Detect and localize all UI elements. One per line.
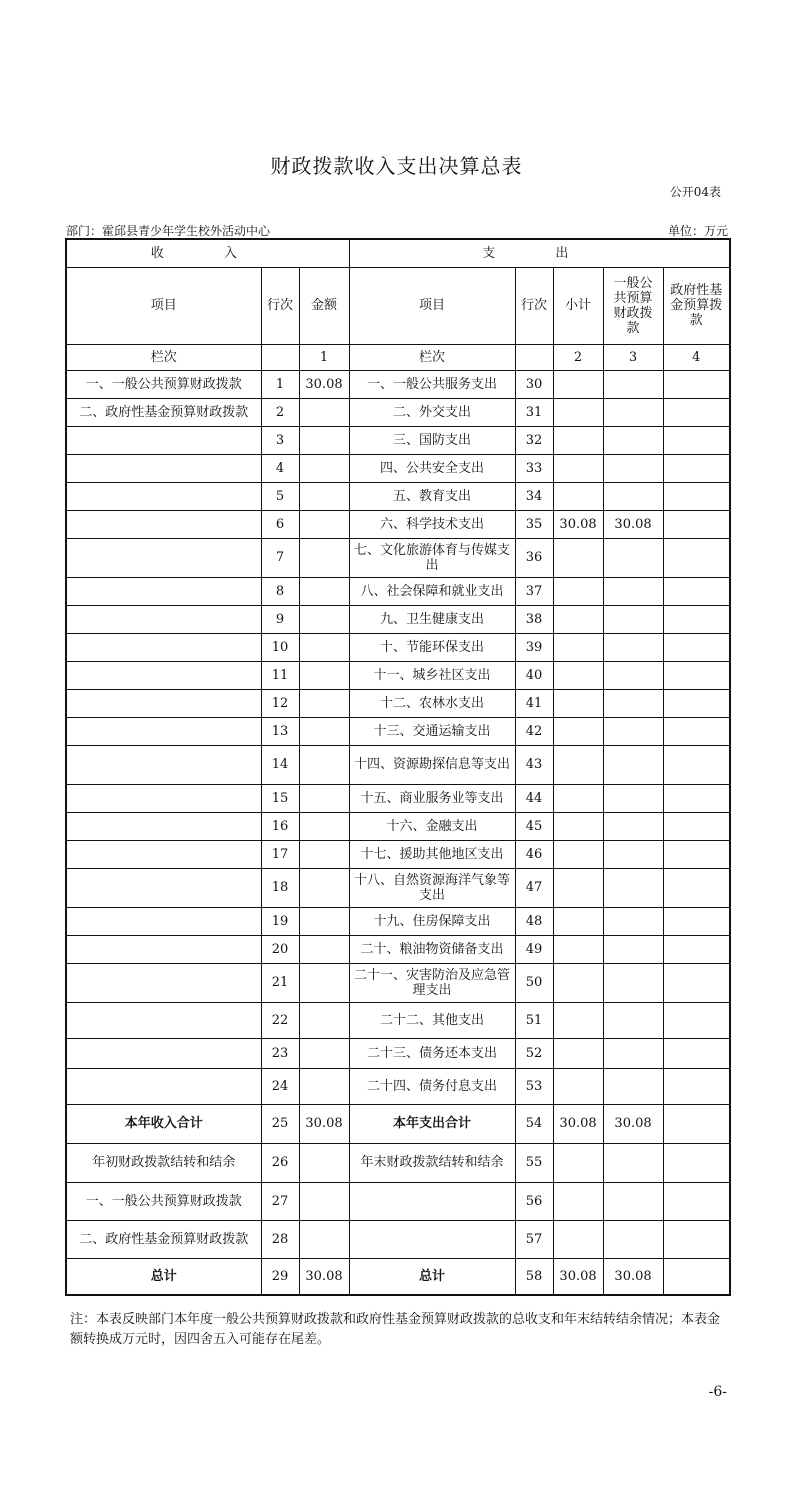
general-budget-cell: [603, 963, 663, 1002]
income-amount-cell: [299, 840, 349, 868]
income-amount-cell: [299, 1068, 349, 1104]
subtotal-cell: [553, 1002, 603, 1038]
general-budget-cell: [603, 426, 663, 454]
general-budget-cell: [603, 717, 663, 745]
header-gov-fund: 政府性基金预算拨款: [663, 267, 730, 344]
general-budget-cell: [603, 784, 663, 812]
income-amount-cell: [299, 812, 349, 840]
expense-row-no-cell: 43: [515, 745, 553, 784]
expense-row-no-cell: 34: [515, 482, 553, 510]
subtotal-cell: [553, 1182, 603, 1220]
index-label-left: 栏次: [66, 344, 261, 370]
income-item-cell: [66, 1068, 261, 1104]
income-amount-cell: [299, 426, 349, 454]
index-empty: [515, 344, 553, 370]
expense-item-cell: 总计: [349, 1258, 515, 1295]
section-expense: 支 出: [349, 239, 730, 267]
expense-item-cell: 十六、金融支出: [349, 812, 515, 840]
income-row-no-cell: 16: [261, 812, 299, 840]
expense-row-no-cell: 53: [515, 1068, 553, 1104]
general-budget-cell: [603, 1182, 663, 1220]
income-item-cell: [66, 935, 261, 963]
expense-item-cell: 二十、粮油物资储备支出: [349, 935, 515, 963]
income-item-cell: [66, 840, 261, 868]
header-general-budget: 一般公共预算财政拨款: [603, 267, 663, 344]
income-row-no-cell: 21: [261, 963, 299, 1002]
general-budget-cell: [603, 907, 663, 935]
expense-row-no-cell: 45: [515, 812, 553, 840]
gov-fund-cell: [663, 370, 730, 398]
income-amount-cell: [299, 1002, 349, 1038]
table-row: [66, 1038, 730, 1068]
income-amount-cell: 30.08: [299, 370, 349, 398]
table-row: [66, 840, 730, 868]
gov-fund-cell: [663, 907, 730, 935]
subtotal-cell: [553, 538, 603, 577]
expense-row-no-cell: 37: [515, 577, 553, 605]
income-row-no-cell: 11: [261, 661, 299, 689]
expense-row-no-cell: 39: [515, 633, 553, 661]
subtotal-cell: [553, 370, 603, 398]
table-row: [66, 398, 730, 426]
page-title: 财政拨款收入支出决算总表: [270, 154, 523, 178]
table-row: [66, 1104, 730, 1143]
subtotal-cell: [553, 717, 603, 745]
income-amount-cell: [299, 1220, 349, 1258]
subtotal-cell: [553, 745, 603, 784]
income-row-no-cell: 13: [261, 717, 299, 745]
income-item-cell: 一、一般公共预算财政拨款: [66, 1182, 261, 1220]
general-budget-cell: [603, 633, 663, 661]
general-budget-cell: [603, 661, 663, 689]
income-row-no-cell: 15: [261, 784, 299, 812]
form-code: 公开04表: [669, 185, 721, 199]
income-row-no-cell: 3: [261, 426, 299, 454]
table-row: [66, 1002, 730, 1038]
gov-fund-cell: [663, 538, 730, 577]
income-row-no-cell: 9: [261, 605, 299, 633]
expense-item-cell: 十七、援助其他地区支出: [349, 840, 515, 868]
subtotal-cell: 30.08: [553, 510, 603, 538]
income-item-cell: [66, 1038, 261, 1068]
income-item-cell: [66, 538, 261, 577]
index-label-right: 栏次: [349, 344, 515, 370]
subtotal-cell: [553, 963, 603, 1002]
table-row: [66, 812, 730, 840]
subtotal-cell: [553, 633, 603, 661]
expense-row-no-cell: 51: [515, 1002, 553, 1038]
expense-item-cell: [349, 1220, 515, 1258]
income-amount-cell: 30.08: [299, 1104, 349, 1143]
gov-fund-cell: [663, 812, 730, 840]
income-amount-cell: [299, 577, 349, 605]
expense-row-no-cell: 46: [515, 840, 553, 868]
gov-fund-cell: [663, 717, 730, 745]
header-income-amount: 金额: [299, 267, 349, 344]
table-row: [66, 935, 730, 963]
header-expense-item: 项目: [349, 267, 515, 344]
subtotal-cell: [553, 426, 603, 454]
expense-item-cell: 八、社会保障和就业支出: [349, 577, 515, 605]
table-row: [66, 1068, 730, 1104]
income-item-cell: [66, 745, 261, 784]
page-number: -6-: [708, 1384, 727, 1400]
table-row: [66, 510, 730, 538]
gov-fund-cell: [663, 1143, 730, 1182]
expense-item-cell: 年末财政拨款结转和结余: [349, 1143, 515, 1182]
income-item-cell: [66, 661, 261, 689]
income-amount-cell: [299, 398, 349, 426]
income-item-cell: [66, 426, 261, 454]
table-row: [66, 454, 730, 482]
gov-fund-cell: [663, 1258, 730, 1295]
header-subtotal: 小计: [553, 267, 603, 344]
table-row: [66, 538, 730, 577]
meta-row: [66, 222, 728, 239]
expense-row-no-cell: 52: [515, 1038, 553, 1068]
gov-fund-cell: [663, 1038, 730, 1068]
table-row: [66, 907, 730, 935]
income-row-no-cell: 27: [261, 1182, 299, 1220]
subtotal-cell: [553, 482, 603, 510]
table-row: [66, 1258, 730, 1295]
income-row-no-cell: 20: [261, 935, 299, 963]
income-row-no-cell: 10: [261, 633, 299, 661]
expense-row-no-cell: 36: [515, 538, 553, 577]
footnote: 注：本表反映部门本年度一般公共预算财政拨款和政府性基金预算财政拨款的总收支和年末结转结余情况；本表金额转换成万元时，因四舍五入可能存在尾差。: [70, 1312, 721, 1347]
table-row: [66, 370, 730, 398]
general-budget-cell: [603, 689, 663, 717]
income-row-no-cell: 18: [261, 868, 299, 907]
expense-row-no-cell: 54: [515, 1104, 553, 1143]
table-row: [66, 661, 730, 689]
table-row: [66, 784, 730, 812]
expense-row-no-cell: 58: [515, 1258, 553, 1295]
expense-item-cell: 十四、资源勘探信息等支出: [349, 745, 515, 784]
income-item-cell: [66, 1002, 261, 1038]
income-item-cell: [66, 482, 261, 510]
income-row-no-cell: 12: [261, 689, 299, 717]
index-empty: [261, 344, 299, 370]
expense-item-cell: 二十三、债务还本支出: [349, 1038, 515, 1068]
expense-row-no-cell: 49: [515, 935, 553, 963]
header-income-row-no: 行次: [261, 267, 299, 344]
subtotal-cell: [553, 454, 603, 482]
table-row: [66, 1220, 730, 1258]
income-item-cell: [66, 605, 261, 633]
income-amount-cell: [299, 935, 349, 963]
gov-fund-cell: [663, 840, 730, 868]
expense-item-cell: 四、公共安全支出: [349, 454, 515, 482]
income-amount-cell: [299, 538, 349, 577]
income-item-cell: 本年收入合计: [66, 1104, 261, 1143]
expense-row-no-cell: 31: [515, 398, 553, 426]
table-row: [66, 426, 730, 454]
general-budget-cell: [603, 605, 663, 633]
income-row-no-cell: 7: [261, 538, 299, 577]
income-amount-cell: [299, 1038, 349, 1068]
general-budget-cell: 30.08: [603, 510, 663, 538]
subtotal-cell: 30.08: [553, 1258, 603, 1295]
expense-row-no-cell: 48: [515, 907, 553, 935]
expense-item-cell: 二十一、灾害防治及应急管理支出: [349, 963, 515, 1002]
expense-item-cell: 九、卫生健康支出: [349, 605, 515, 633]
subtotal-cell: [553, 689, 603, 717]
expense-row-no-cell: 47: [515, 868, 553, 907]
income-amount-cell: [299, 454, 349, 482]
subtotal-cell: [553, 1143, 603, 1182]
income-item-cell: [66, 907, 261, 935]
expense-item-cell: 二十四、债务付息支出: [349, 1068, 515, 1104]
income-amount-cell: [299, 907, 349, 935]
income-row-no-cell: 22: [261, 1002, 299, 1038]
general-budget-cell: [603, 812, 663, 840]
income-item-cell: 一、一般公共预算财政拨款: [66, 370, 261, 398]
general-budget-cell: [603, 454, 663, 482]
table-row: [66, 963, 730, 1002]
expense-item-cell: 十五、商业服务业等支出: [349, 784, 515, 812]
expense-item-cell: 六、科学技术支出: [349, 510, 515, 538]
income-item-cell: [66, 689, 261, 717]
subtotal-cell: [553, 577, 603, 605]
general-budget-cell: [603, 1038, 663, 1068]
general-budget-cell: [603, 538, 663, 577]
income-row-no-cell: 8: [261, 577, 299, 605]
budget-summary-table: [65, 238, 731, 1296]
expense-row-no-cell: 38: [515, 605, 553, 633]
expense-row-no-cell: 30: [515, 370, 553, 398]
income-row-no-cell: 14: [261, 745, 299, 784]
table-row: [66, 717, 730, 745]
subtotal-cell: [553, 1220, 603, 1258]
general-budget-cell: [603, 745, 663, 784]
subtotal-cell: [553, 840, 603, 868]
gov-fund-cell: [663, 1002, 730, 1038]
expense-row-no-cell: 55: [515, 1143, 553, 1182]
gov-fund-cell: [663, 935, 730, 963]
gov-fund-cell: [663, 661, 730, 689]
subtotal-cell: [553, 661, 603, 689]
gov-fund-cell: [663, 398, 730, 426]
expense-row-no-cell: 41: [515, 689, 553, 717]
expense-item-cell: 七、文化旅游体育与传媒支出: [349, 538, 515, 577]
gov-fund-cell: [663, 689, 730, 717]
expense-item-cell: 五、教育支出: [349, 482, 515, 510]
gov-fund-cell: [663, 633, 730, 661]
gov-fund-cell: [663, 784, 730, 812]
general-budget-cell: [603, 1002, 663, 1038]
expense-row-no-cell: 33: [515, 454, 553, 482]
gov-fund-cell: [663, 482, 730, 510]
income-item-cell: [66, 577, 261, 605]
subtotal-cell: [553, 1038, 603, 1068]
income-row-no-cell: 28: [261, 1220, 299, 1258]
gov-fund-cell: [663, 510, 730, 538]
income-row-no-cell: 19: [261, 907, 299, 935]
general-budget-cell: [603, 840, 663, 868]
subtotal-cell: [553, 935, 603, 963]
expense-row-no-cell: 44: [515, 784, 553, 812]
gov-fund-cell: [663, 605, 730, 633]
general-budget-cell: [603, 935, 663, 963]
table-row: [66, 1182, 730, 1220]
income-row-no-cell: 4: [261, 454, 299, 482]
expense-item-cell: 一、一般公共服务支出: [349, 370, 515, 398]
table-row: [66, 633, 730, 661]
gov-fund-cell: [663, 577, 730, 605]
income-row-no-cell: 1: [261, 370, 299, 398]
header-income-item: 项目: [66, 267, 261, 344]
income-item-cell: [66, 454, 261, 482]
income-item-cell: [66, 717, 261, 745]
gov-fund-cell: [663, 868, 730, 907]
income-row-no-cell: 5: [261, 482, 299, 510]
table-row: [66, 868, 730, 907]
income-item-cell: 总计: [66, 1258, 261, 1295]
header-expense-row-no: 行次: [515, 267, 553, 344]
subtotal-cell: [553, 784, 603, 812]
income-amount-cell: [299, 689, 349, 717]
gov-fund-cell: [663, 1220, 730, 1258]
income-item-cell: 年初财政拨款结转和结余: [66, 1143, 261, 1182]
gov-fund-cell: [663, 454, 730, 482]
income-row-no-cell: 6: [261, 510, 299, 538]
gov-fund-cell: [663, 745, 730, 784]
income-row-no-cell: 29: [261, 1258, 299, 1295]
income-row-no-cell: 26: [261, 1143, 299, 1182]
income-item-cell: [66, 784, 261, 812]
expense-item-cell: 本年支出合计: [349, 1104, 515, 1143]
subtotal-cell: [553, 812, 603, 840]
index-subtotal: 2: [553, 344, 603, 370]
table-row: [66, 577, 730, 605]
expense-item-cell: 十、节能环保支出: [349, 633, 515, 661]
general-budget-cell: [603, 868, 663, 907]
income-row-no-cell: 24: [261, 1068, 299, 1104]
income-amount-cell: [299, 661, 349, 689]
income-amount-cell: [299, 482, 349, 510]
gov-fund-cell: [663, 1182, 730, 1220]
expense-item-cell: 十八、自然资源海洋气象等支出: [349, 868, 515, 907]
table-row: [66, 745, 730, 784]
income-amount-cell: [299, 510, 349, 538]
income-row-no-cell: 25: [261, 1104, 299, 1143]
expense-row-no-cell: 50: [515, 963, 553, 1002]
expense-row-no-cell: 40: [515, 661, 553, 689]
income-item-cell: 二、政府性基金预算财政拨款: [66, 398, 261, 426]
general-budget-cell: 30.08: [603, 1104, 663, 1143]
income-row-no-cell: 17: [261, 840, 299, 868]
expense-item-cell: 十一、城乡社区支出: [349, 661, 515, 689]
income-item-cell: 二、政府性基金预算财政拨款: [66, 1220, 261, 1258]
income-item-cell: [66, 963, 261, 1002]
expense-item-cell: 十九、住房保障支出: [349, 907, 515, 935]
income-item-cell: [66, 868, 261, 907]
gov-fund-cell: [663, 963, 730, 1002]
general-budget-cell: [603, 1143, 663, 1182]
expense-row-no-cell: 56: [515, 1182, 553, 1220]
expense-row-no-cell: 57: [515, 1220, 553, 1258]
expense-row-no-cell: 42: [515, 717, 553, 745]
section-income: 收 入: [66, 239, 349, 267]
income-amount-cell: [299, 717, 349, 745]
gov-fund-cell: [663, 1068, 730, 1104]
table-row: [66, 1143, 730, 1182]
income-amount-cell: [299, 745, 349, 784]
table-row: [66, 689, 730, 717]
general-budget-cell: [603, 370, 663, 398]
expense-item-cell: 十三、交通运输支出: [349, 717, 515, 745]
subtotal-cell: [553, 605, 603, 633]
table-row: [66, 605, 730, 633]
unit-label: 单位：万元: [667, 224, 728, 238]
income-amount-cell: 30.08: [299, 1258, 349, 1295]
index-general-budget: 3: [603, 344, 663, 370]
index-amount: 1: [299, 344, 349, 370]
income-amount-cell: [299, 963, 349, 1002]
income-item-cell: [66, 633, 261, 661]
index-gov-fund: 4: [663, 344, 730, 370]
expense-item-cell: [349, 1182, 515, 1220]
income-row-no-cell: 23: [261, 1038, 299, 1068]
subtotal-cell: [553, 398, 603, 426]
expense-item-cell: 三、国防支出: [349, 426, 515, 454]
column-index-row: [66, 344, 730, 370]
table-row: [66, 482, 730, 510]
department-label: 部门：霍邱县青少年学生校外活动中心: [66, 224, 271, 238]
column-header-row: [66, 267, 730, 344]
general-budget-cell: [603, 482, 663, 510]
income-amount-cell: [299, 1182, 349, 1220]
general-budget-cell: [603, 1068, 663, 1104]
expense-row-no-cell: 32: [515, 426, 553, 454]
subtotal-cell: [553, 907, 603, 935]
subtotal-cell: 30.08: [553, 1104, 603, 1143]
income-amount-cell: [299, 868, 349, 907]
general-budget-cell: 30.08: [603, 1258, 663, 1295]
income-amount-cell: [299, 605, 349, 633]
income-row-no-cell: 2: [261, 398, 299, 426]
expense-item-cell: 二、外交支出: [349, 398, 515, 426]
subtotal-cell: [553, 1068, 603, 1104]
expense-item-cell: 二十二、其他支出: [349, 1002, 515, 1038]
expense-row-no-cell: 35: [515, 510, 553, 538]
gov-fund-cell: [663, 1104, 730, 1143]
income-item-cell: [66, 812, 261, 840]
general-budget-cell: [603, 1220, 663, 1258]
income-item-cell: [66, 510, 261, 538]
expense-item-cell: 十二、农林水支出: [349, 689, 515, 717]
income-amount-cell: [299, 1143, 349, 1182]
income-amount-cell: [299, 784, 349, 812]
gov-fund-cell: [663, 426, 730, 454]
general-budget-cell: [603, 577, 663, 605]
section-header-row: [66, 239, 730, 267]
general-budget-cell: [603, 398, 663, 426]
subtotal-cell: [553, 868, 603, 907]
income-amount-cell: [299, 633, 349, 661]
